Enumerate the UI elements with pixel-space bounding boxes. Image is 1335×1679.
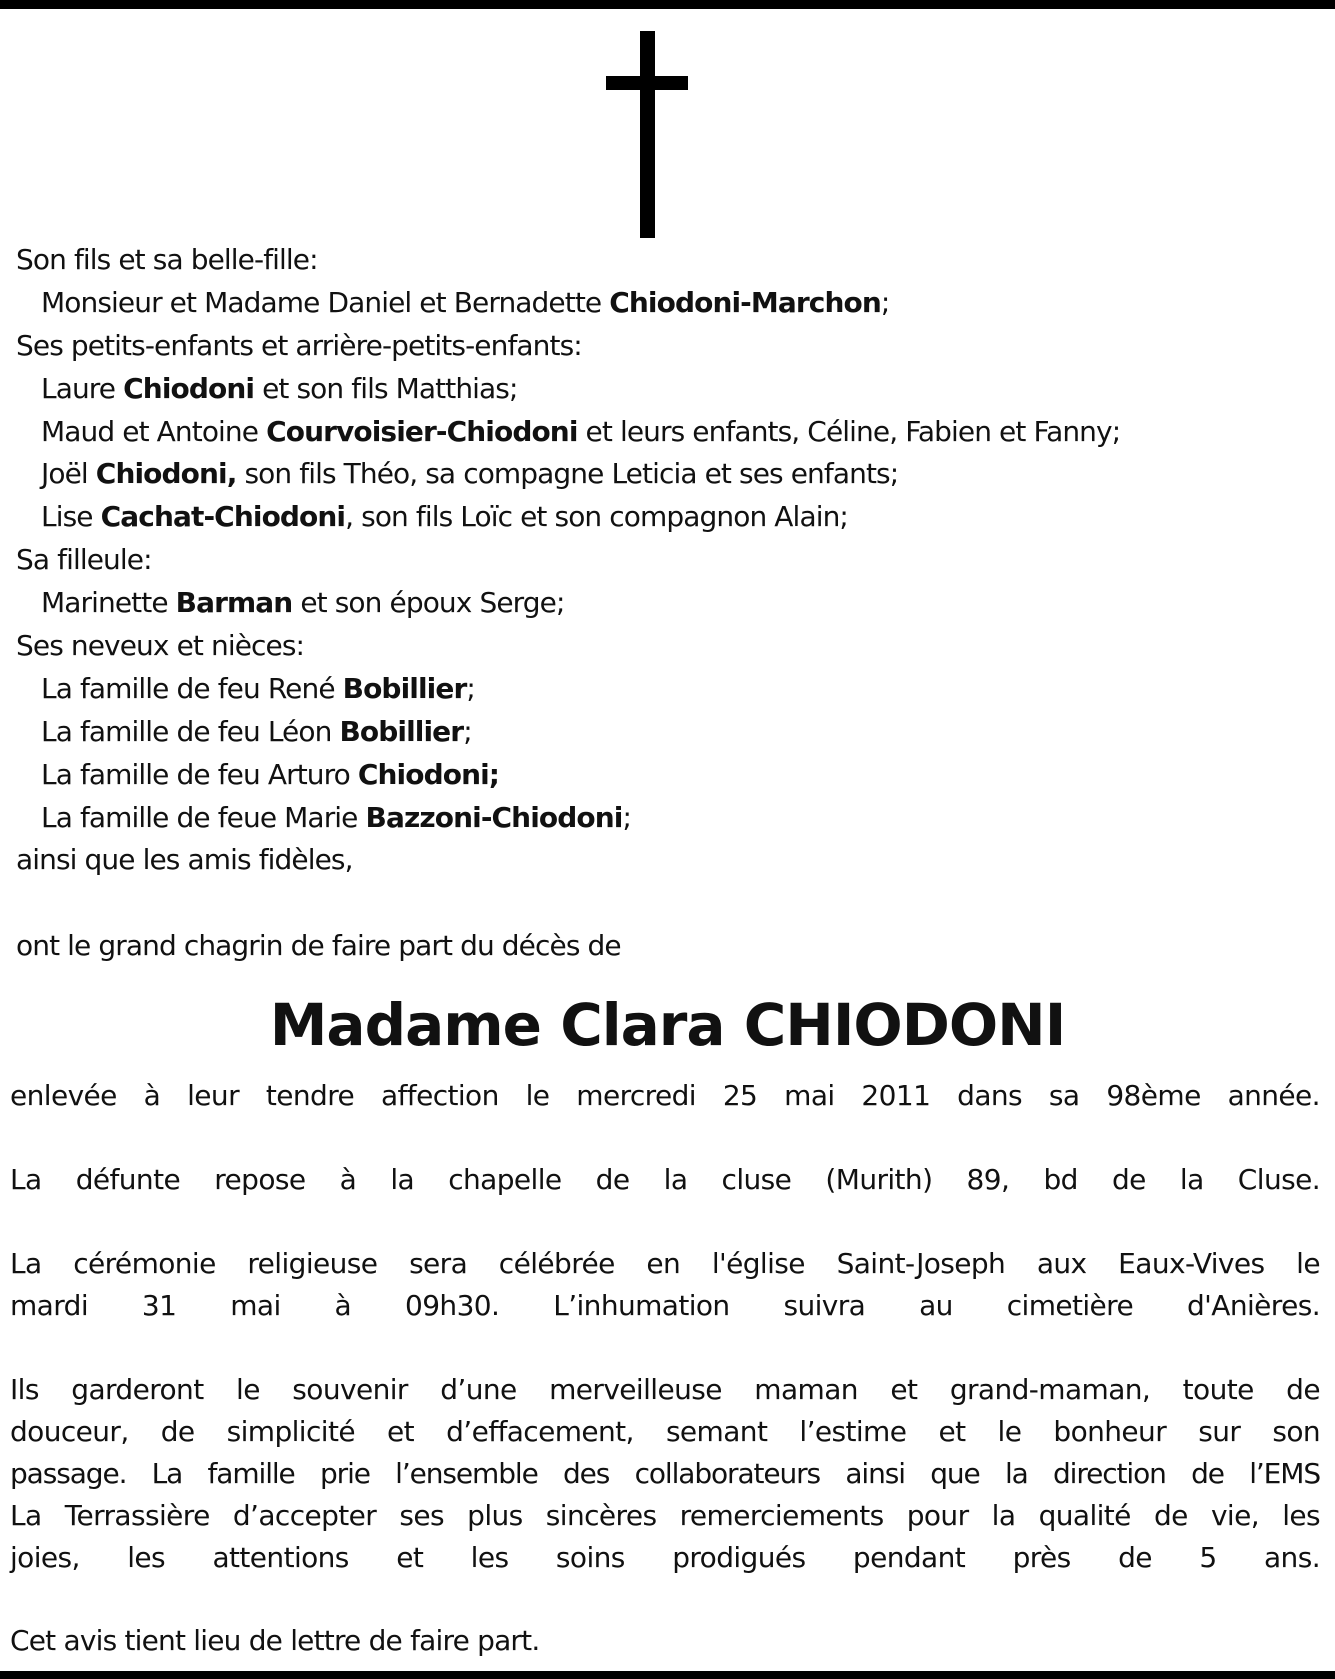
- cross-icon-vertical: [640, 31, 655, 238]
- thanks-line: douceur, de simplicité et d’effacement, semant l’estime et le bonheur sur son: [10, 1415, 1320, 1448]
- line-text: Sa filleule:: [16, 543, 152, 577]
- line-text: Lise: [41, 500, 101, 534]
- line-text: ainsi que les amis fidèles,: [16, 843, 353, 877]
- family-surname: Bobillier: [339, 714, 464, 748]
- family-surname: Chiodoni;: [357, 757, 500, 791]
- family-member-line: [16, 797, 1316, 840]
- line-text: Ses neveux et nièces:: [16, 629, 305, 663]
- line-text-tail: et son époux Serge;: [292, 586, 565, 620]
- line-text: Joël: [41, 457, 96, 491]
- family-surname: Bazzoni-Chiodoni: [365, 800, 623, 834]
- family-member-line: [16, 368, 1316, 411]
- rest-line: La défunte repose à la chapelle de la cluse (Murith) 89, bd de la Cluse.: [10, 1163, 1320, 1196]
- thanks-line: Ils garderont le souvenir d’une merveilleuse maman et grand-maman, toute de: [10, 1373, 1320, 1406]
- intro-line: ont le grand chagrin de faire part du décès de: [16, 929, 621, 962]
- line-text: Laure: [41, 371, 124, 405]
- line-text-tail: et leurs enfants, Céline, Fabien et Fanny;: [577, 414, 1121, 448]
- ceremony-line: La cérémonie religieuse sera célébrée en l'église Saint-Joseph aux Eaux-Vives le: [10, 1247, 1320, 1280]
- line-text-tail: ;: [880, 285, 890, 319]
- family-group-heading: [16, 625, 1316, 668]
- line-text-tail: ;: [463, 714, 472, 748]
- thanks-line: La Terrassière d’accepter ses plus sincères remerciements pour la qualité de vie, les: [10, 1499, 1320, 1532]
- line-text-tail: , son fils Loïc et son compagnon Alain;: [345, 500, 848, 534]
- bottom-border: [0, 1671, 1335, 1679]
- thanks-line: passage. La famille prie l’ensemble des collaborateurs ainsi que la direction de l’EMS: [10, 1457, 1320, 1490]
- family-member-line: [16, 754, 1316, 797]
- line-text: Ses petits-enfants et arrière-petits-enfants:: [16, 328, 582, 362]
- family-member-line: [16, 411, 1316, 454]
- family-surname: Chiodoni-Marchon: [609, 285, 881, 319]
- family-member-line: [16, 453, 1316, 496]
- line-text: Maud et Antoine: [41, 414, 267, 448]
- family-member-line: [16, 582, 1316, 625]
- closing-line: Cet avis tient lieu de lettre de faire part.: [10, 1624, 540, 1657]
- family-surname: Chiodoni: [123, 371, 255, 405]
- thanks-line: joies, les attentions et les soins prodigués pendant près de 5 ans.: [10, 1541, 1320, 1574]
- family-member-line: [16, 496, 1316, 539]
- line-text-tail: son fils Théo, sa compagne Leticia et ses enfants;: [236, 457, 899, 491]
- family-surname: Courvoisier-Chiodoni: [266, 414, 578, 448]
- family-list: [16, 239, 1316, 882]
- line-text-tail: et son fils Matthias;: [254, 371, 518, 405]
- cross-icon-horizontal: [606, 76, 688, 90]
- line-text-tail: ;: [466, 671, 475, 705]
- line-text: Son fils et sa belle-fille:: [16, 243, 318, 276]
- death-line: enlevée à leur tendre affection le mercredi 25 mai 2011 dans sa 98ème année.: [10, 1079, 1320, 1112]
- family-member-line: [16, 282, 1316, 325]
- line-text: La famille de feue Marie: [41, 800, 366, 834]
- family-surname: Bobillier: [342, 671, 467, 705]
- top-border: [0, 0, 1335, 9]
- family-group-heading: [16, 839, 1316, 882]
- line-text: La famille de feu René: [41, 671, 343, 705]
- family-group-heading: [16, 239, 1316, 282]
- family-member-line: [16, 711, 1316, 754]
- family-group-heading: [16, 325, 1316, 368]
- family-surname: Cachat-Chiodoni: [100, 500, 346, 534]
- family-member-line: [16, 668, 1316, 711]
- line-text: Monsieur et Madame Daniel et Bernadette: [41, 285, 610, 319]
- deceased-name: Madame Clara CHIODONI: [269, 991, 1066, 1059]
- line-text: Marinette: [41, 586, 176, 620]
- family-surname: Barman: [175, 586, 293, 620]
- line-text-tail: ;: [622, 800, 632, 834]
- line-text: La famille de feu Léon: [41, 714, 340, 748]
- ceremony-line: mardi 31 mai à 09h30. L’inhumation suivra au cimetière d'Anières.: [10, 1289, 1320, 1322]
- line-text: La famille de feu Arturo: [41, 757, 358, 791]
- family-group-heading: [16, 539, 1316, 582]
- family-surname: Chiodoni,: [95, 457, 237, 491]
